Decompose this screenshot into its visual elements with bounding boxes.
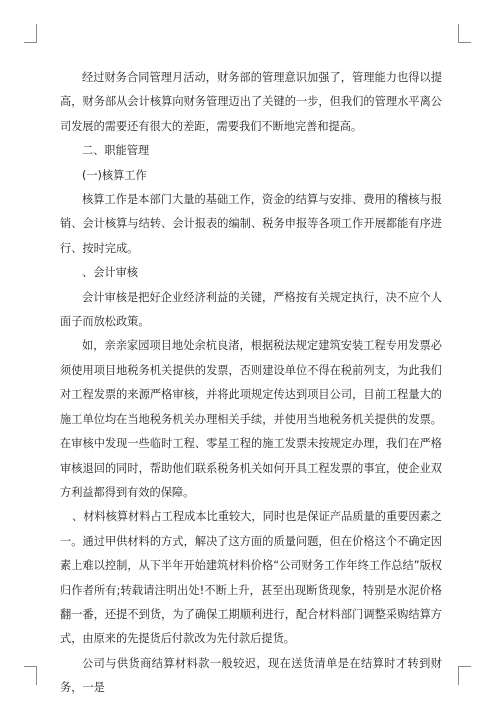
paragraph-summary: 经过财务合同管理月活动，财务部的管理意识加强了，管理能力也得以提高，财务部从会计核算向财务管理迈出了关键的一步，但我们的管理水平离公司发展的需要还有很大的差距，需要我们不断地完善和提高。 <box>60 71 442 133</box>
paragraph-material-accounting: 、材料核算材料占工程成本比重较大，同时也是保证产品质量的重要因素之一。通过甲供材料的方式，解决了这方面的质量问题，但在价格这个不确定因素上难以控制，从下半年开始建筑材料价格“公司财务工作年终工作总结”版权归作者所有;转载请注明出处!不断上升，甚至出现断货现象，特别是水泥价格翻一番，还提不到货，为了确保工期顺利进行，配合材料部门调整采购结算方式，由原来的先提货后付款改为先付款后提货。 <box>60 510 442 646</box>
document-body <box>60 66 442 701</box>
crop-mark-bottom-right <box>458 666 471 685</box>
paragraph-accounting-work: 核算工作是本部门大量的基础工作，资金的结算与安排、费用的稽核与报销、会计核算与结转、会计报表的编制、税务申报等各项工作开展都能有序进行、按时完成。 <box>60 193 442 255</box>
subsection-heading-accounting-work: (一)核算工作 <box>82 168 147 182</box>
paragraph-supplier-settlement: 公司与供货商结算材料款一般较迟，现在送货清单是在结算时才转到财务，一是 <box>60 656 442 695</box>
paragraph-audit-example: 如，亲亲家园项目地处余杭良渚，根据税法规定建筑安装工程专用发票必须使用项目地税务机关提供的发票，否则建设单位不得在税前列支，为此我们对工程发票的来源严格审核，并将此项规定传达到项目公司，目前工程量大的施工单位均在当地税务机关办理相关手续，并使用当地税务机关提供的发票。在审核中发现一些临时工程、零星工程的施工发票未按规定办理，我们在严格审核退回的同时，帮助他们联系税务机关如何开具工程发票的事宜，使企业双方利益都得到有效的保障。 <box>60 339 442 499</box>
section-heading-functional-management: 二、职能管理 <box>82 144 150 158</box>
paragraph-audit-principle: 会计审核是把好企业经济利益的关键，严格按有关规定执行，决不应个人面子而放松政策。 <box>60 290 442 329</box>
crop-mark-top-left <box>24 24 37 43</box>
crop-mark-bottom-left <box>24 666 37 685</box>
item-heading-accounting-audit: 、会计审核 <box>82 266 138 280</box>
crop-mark-top-right <box>458 24 471 43</box>
